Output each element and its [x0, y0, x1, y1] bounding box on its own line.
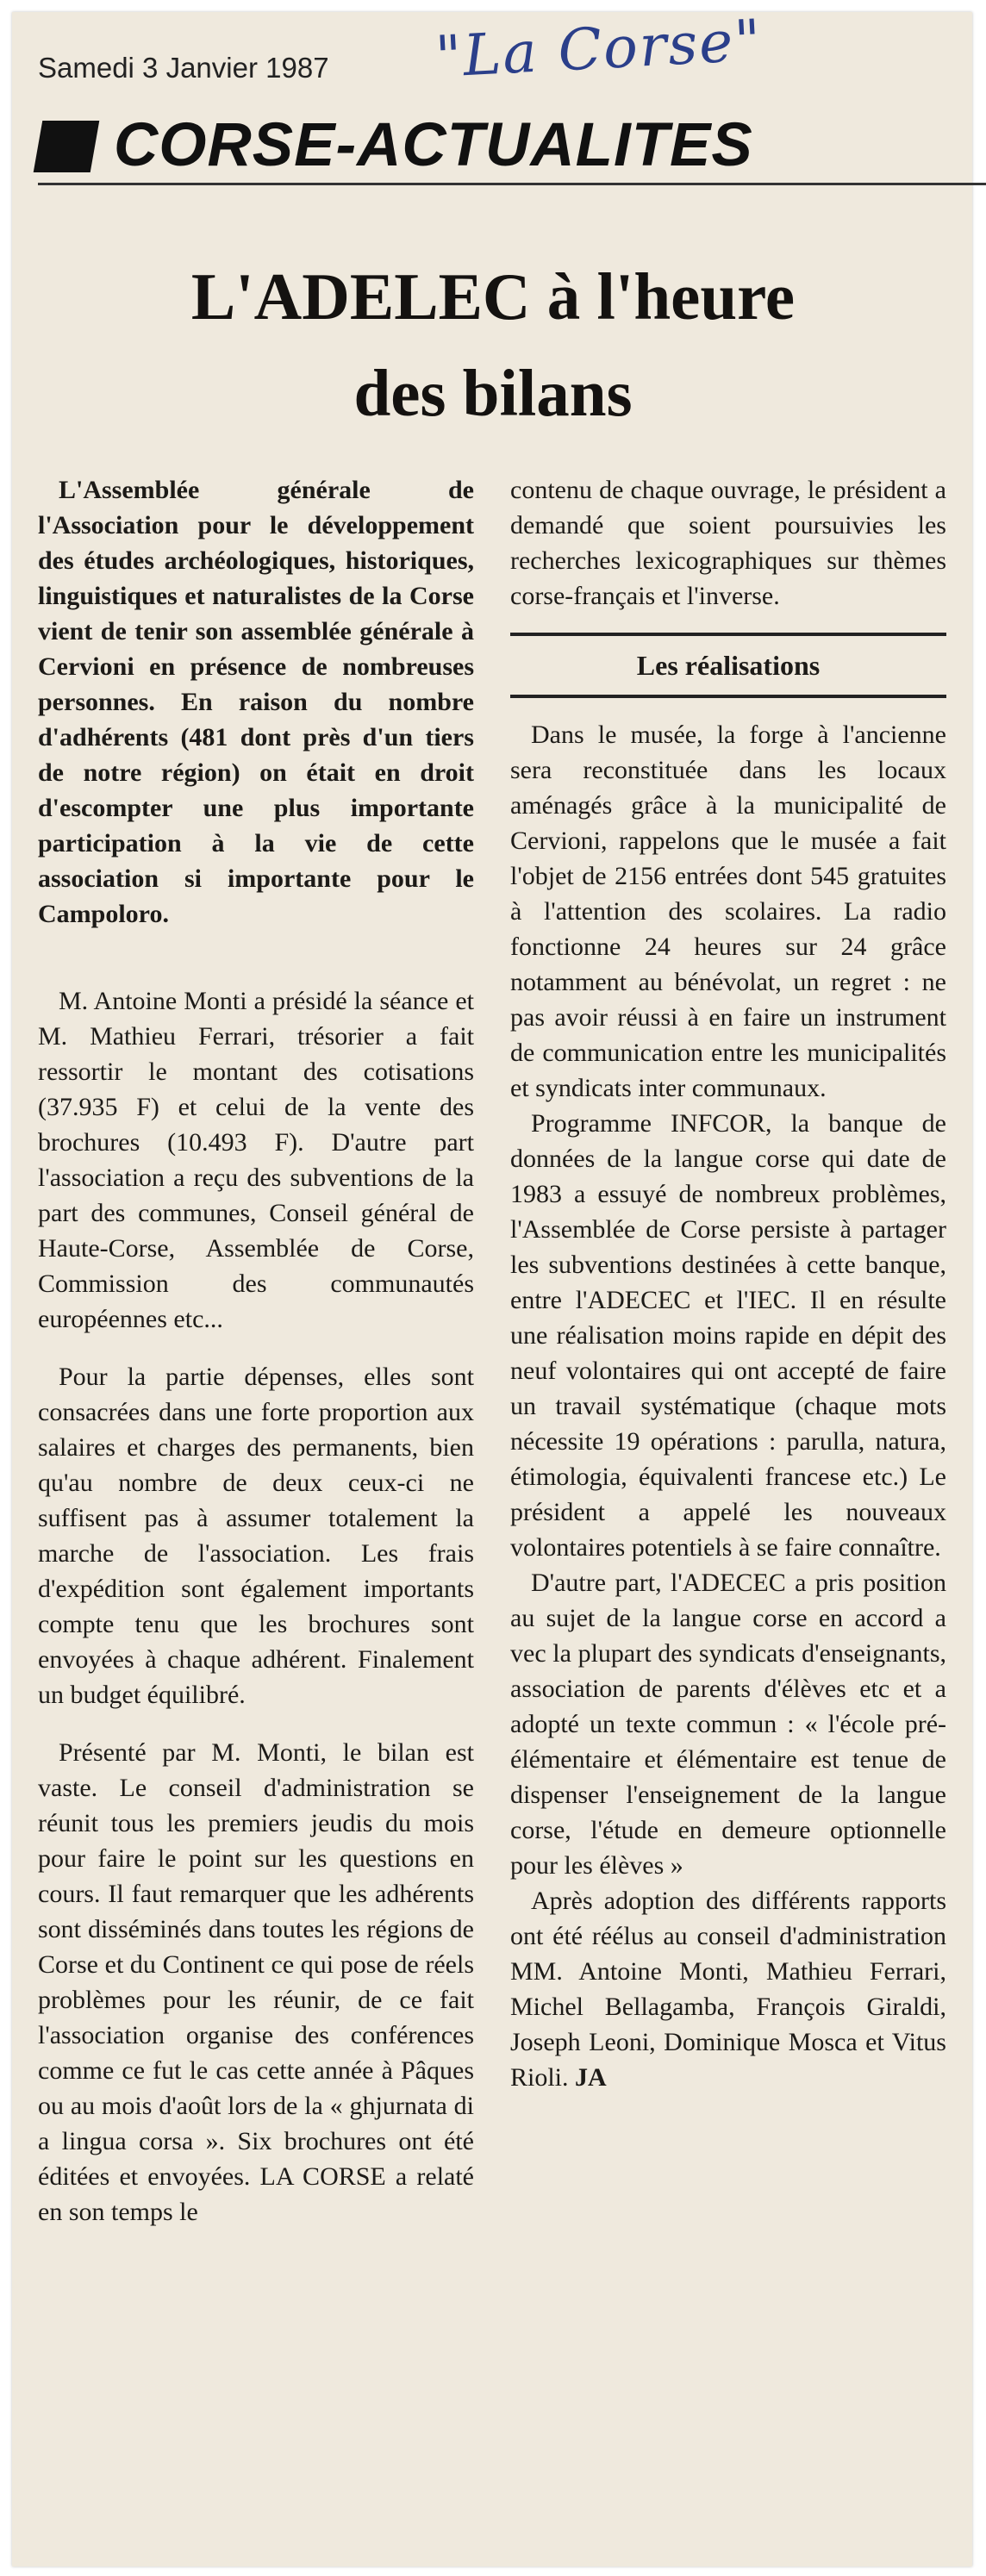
article-column-left — [38, 472, 474, 2230]
article-paragraph-final — [510, 1883, 946, 2095]
headline-line-2: des bilans — [353, 356, 633, 430]
article-column-right — [510, 472, 946, 2095]
closing-text: Après adoption des différents rapports ont été réélus au conseil d'administration MM. Antoine Monti, Mathieu Ferrari, Michel Bellagamba, François Giraldi, Joseph Leoni, Dominique Mosca et Vitus Rioli. — [510, 1887, 946, 2092]
subheading-box — [510, 633, 946, 698]
article-paragraph: M. Antoine Monti a présidé la séance et M. Mathieu Ferrari, trésorier a fait ressortir le montant des cotisations (37.935 F) et celui de la vente des brochures (10.493 F). D'autre part l'association a reçu des subventions de la part des communes, Conseil général de Haute-Corse, Assemblée de Corse, Commission des communautés européennes etc... — [38, 987, 474, 1333]
section-header — [38, 110, 986, 190]
issue-date: Samedi 3 Janvier 1987 — [38, 52, 329, 84]
author-signature: JA — [575, 2063, 607, 2092]
article-headline — [0, 248, 986, 441]
article-lead: L'Assemblée générale de l'Association pour le développement des études archéologiques, historiques, linguistiques et naturalistes de la Corse vient de tenir son assemblée générale à Cervioni en présence de nombreuses personnes. En raison du nombre d'adhérents (481 dont près d'un tiers de notre région) on était en droit d'escompter une plus importante participation à la vie de cette association si importante pour le Campoloro. — [38, 476, 474, 928]
headline-line-1: L'ADELEC à l'heure — [190, 259, 796, 334]
article-paragraph: Présenté par M. Monti, le bilan est vaste. Le conseil d'administration se réunit tous les premiers jeudis du mois pour faire le point sur les questions en cours. Il faut remarquer que les adhérents sont disséminés dans toutes les régions de Corse et du Continent ce qui pose de réels problèmes pour les réunir, de ce fait l'association organise des conférences comme ce fut le cas cette année à Pâques ou au mois d'août lors de la « ghjurnata di a lingua corsa ». Six brochures ont été éditées et envoyées. LA CORSE a relaté en son temps le — [38, 1738, 474, 2226]
handwritten-source-note: "La Corse" — [434, 7, 764, 90]
section-rule — [38, 183, 986, 185]
section-marker-block — [34, 121, 100, 172]
section-title: CORSE-ACTUALITES — [114, 111, 753, 179]
article-paragraph: Dans le musée, la forge à l'ancienne sera reconstituée dans les locaux aménagés grâce à la municipalité de Cervioni, rappelons que le musée a fait l'objet de 2156 entrées dont 545 gratuites à l'attention des scolaires. La radio fonctionne 24 heures sur 24 grâce notamment au bénévolat, un regret : ne pas avoir réussi à en faire un instrument de communication entre les municipalités et syndicats inter communaux. — [510, 720, 946, 1102]
subheading: Les réalisations — [636, 650, 821, 681]
article-paragraph: Pour la partie dépenses, elles sont consacrées dans une forte proportion aux salaires et charges des permanents, bien qu'au nombre de deux ceux-ci ne suffisent pas à assumer totalement la marche de l'association. Les frais d'expédition sont également importants compte tenu que les brochures sont envoyées à chaque adhérent. Finalement un budget équilibré. — [38, 1363, 474, 1709]
article-paragraph: Programme INFCOR, la banque de données de la langue corse qui date de 1983 a essuyé de nombreux problèmes, l'Assemblée de Corse persiste à partager les subventions destinées à cette banque, entre l'ADECEC et l'IEC. Il en résulte une réalisation moins rapide en dépit des neuf volontaires qui ont accepté de faire un travail systématique (chaque mots nécessite 19 opérations : parulla, natura, étimologia, équivalenti francese etc.) Le président a appelé les nouveaux volontaires potentiels à se faire connaître. — [510, 1109, 946, 1562]
article-paragraph: D'autre part, l'ADECEC a pris position au sujet de la langue corse en accord a vec la plupart des syndicats d'enseignants, association de parents d'élèves etc et a adopté un texte commun : « l'école pré-élémentaire et élémentaire est tenue de dispenser l'enseignement de la langue corse, l'étude en demeure optionnelle pour les élèves » — [510, 1569, 946, 1880]
article-paragraph: contenu de chaque ouvrage, le président a demandé que soient poursuivies les recherches lexicographiques sur thèmes corse-français et l'inverse. — [510, 476, 946, 610]
